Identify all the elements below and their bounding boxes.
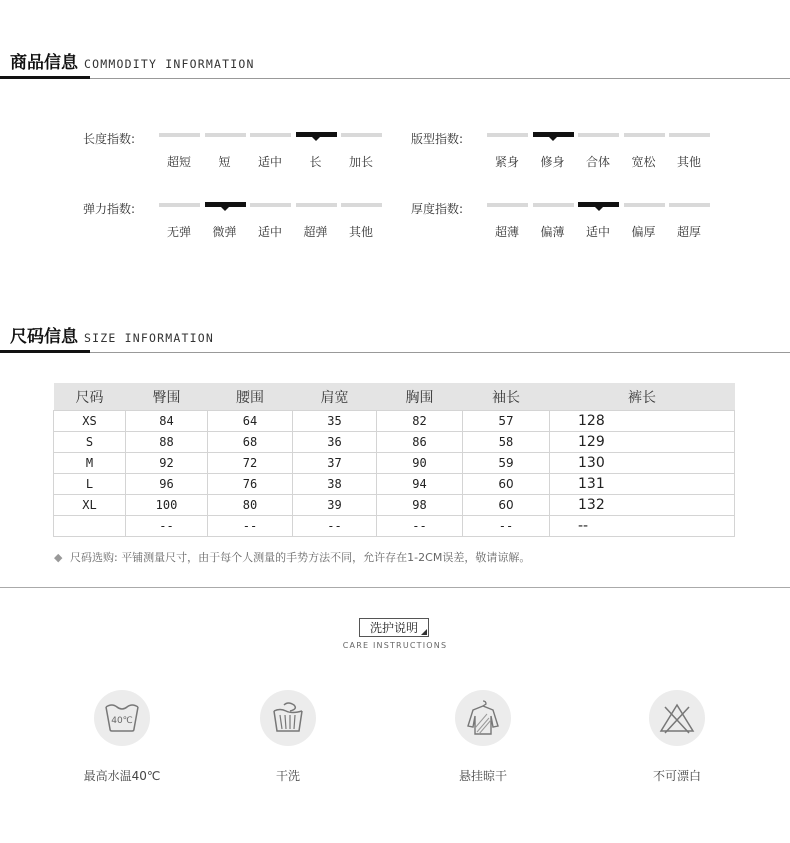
metric-option: 适中 [585, 225, 610, 239]
metric-bar [341, 133, 382, 137]
table-cell: 82 [377, 411, 463, 432]
care-item-hang [423, 690, 543, 784]
metric-label: 版型指数: [411, 132, 464, 146]
table-cell: 80 [208, 495, 293, 516]
metric-option: 其他 [348, 225, 373, 239]
table-cell: 88 [126, 432, 208, 453]
size-title-cn: 尺码信息 [10, 327, 78, 347]
metric-bar [341, 203, 382, 207]
table-cell: 94 [377, 474, 463, 495]
table-row [54, 453, 735, 474]
size-header-cell: 裤长 [550, 383, 735, 411]
metric-option: 无弹 [166, 225, 191, 239]
size-header-cell: 尺码 [54, 383, 126, 411]
care-title-box [359, 618, 429, 637]
wash-40-icon [94, 690, 150, 746]
care-caption-dry: 干洗 [275, 769, 300, 783]
metric-bar [250, 203, 291, 207]
size-section-title [10, 322, 214, 347]
commodity-title-cn: 商品信息 [10, 53, 78, 73]
table-row [54, 411, 735, 432]
metric-option: 适中 [257, 225, 282, 239]
table-cell: XS [54, 411, 126, 432]
table-cell: XL [54, 495, 126, 516]
metric-option: 其他 [676, 155, 701, 169]
metric-option: 紧身 [494, 155, 519, 169]
table-cell: 58 [463, 432, 550, 453]
metric-bar [624, 203, 665, 207]
metric-bar [487, 203, 528, 207]
size-title-rule [0, 352, 790, 353]
commodity-title-accent [0, 76, 90, 79]
table-cell: M [54, 453, 126, 474]
care-caption-hang: 悬挂晾干 [458, 769, 507, 783]
table-cell: 84 [126, 411, 208, 432]
corner-triangle-icon [421, 629, 427, 635]
table-cell: 86 [377, 432, 463, 453]
metric-option: 宽松 [631, 155, 656, 169]
metric-bar [159, 203, 200, 207]
care-caption-wash: 最高水温40℃ [83, 769, 161, 783]
metric-bar [250, 133, 291, 137]
size-header-cell: 胸围 [377, 383, 463, 411]
metric-option: 修身 [540, 155, 565, 169]
metric-option: 偏薄 [540, 225, 565, 239]
metric-bar [159, 133, 200, 137]
table-cell: -- [126, 516, 208, 537]
table-cell: 128 [550, 411, 735, 432]
commodity-title-rule [0, 78, 790, 79]
table-cell: 132 [550, 495, 735, 516]
metric-option: 偏厚 [631, 225, 656, 239]
table-row [54, 432, 735, 453]
size-title-accent [0, 350, 90, 353]
table-row [54, 495, 735, 516]
care-item-wash [62, 690, 182, 784]
metric-bar [296, 203, 337, 207]
metric-option: 加长 [348, 155, 373, 169]
dry-icon [260, 690, 316, 746]
metric-option: 短 [218, 155, 231, 169]
commodity-section-title [10, 48, 255, 73]
table-cell: 36 [293, 432, 377, 453]
table-cell: 57 [463, 411, 550, 432]
metric-bar [205, 133, 246, 137]
metric-option: 适中 [257, 155, 282, 169]
size-table-header [54, 383, 735, 411]
metric-bar-selected [296, 132, 337, 137]
no-bleach-icon [649, 690, 705, 746]
care-caption-bleach: 不可漂白 [652, 769, 701, 783]
metric-bar [487, 133, 528, 137]
table-cell: -- [463, 516, 550, 537]
metric-label: 弹力指数: [83, 202, 136, 216]
table-cell: 96 [126, 474, 208, 495]
size-header-cell: 臀围 [126, 383, 208, 411]
table-cell: S [54, 432, 126, 453]
table-cell: -- [293, 516, 377, 537]
table-cell: 131 [550, 474, 735, 495]
table-cell: 37 [293, 453, 377, 474]
table-cell [54, 516, 126, 537]
hang-dry-icon [455, 690, 511, 746]
size-note [54, 549, 530, 565]
table-cell: 35 [293, 411, 377, 432]
size-header-cell: 腰围 [208, 383, 293, 411]
table-cell: 59 [463, 453, 550, 474]
table-cell: -- [550, 516, 735, 537]
table-row [54, 474, 735, 495]
metric-option: 长 [309, 155, 322, 169]
metric-bar-selected [578, 202, 619, 207]
metric-bar-selected [205, 202, 246, 207]
care-title-cn: 洗护说明 [369, 621, 418, 635]
table-cell: 76 [208, 474, 293, 495]
table-cell: 64 [208, 411, 293, 432]
table-cell: 98 [377, 495, 463, 516]
diamond-bullet-icon: ◆ [54, 551, 63, 564]
metric-bar [669, 203, 710, 207]
care-item-bleach [617, 690, 737, 784]
metric-bar [624, 133, 665, 137]
table-cell: 90 [377, 453, 463, 474]
table-cell: 38 [293, 474, 377, 495]
size-table [53, 383, 735, 537]
table-cell: 92 [126, 453, 208, 474]
size-note-label: 尺码选购: [69, 551, 118, 564]
metric-label: 厚度指数: [411, 202, 464, 216]
metric-bar [578, 133, 619, 137]
table-cell: -- [377, 516, 463, 537]
metric-option: 合体 [585, 155, 610, 169]
table-cell: 129 [550, 432, 735, 453]
table-cell: L [54, 474, 126, 495]
metric-option: 微弹 [212, 225, 237, 239]
table-cell: 39 [293, 495, 377, 516]
table-cell: 100 [126, 495, 208, 516]
size-header-cell: 袖长 [463, 383, 550, 411]
metric-option: 超弹 [303, 225, 328, 239]
metric-option: 超短 [166, 155, 191, 169]
care-title-en: CARE INSTRUCTIONS [342, 641, 448, 650]
metric-bar [533, 203, 574, 207]
metric-bar-selected [533, 132, 574, 137]
table-cell: 72 [208, 453, 293, 474]
table-row [54, 516, 735, 537]
wash-temp-text: 40℃ [111, 716, 133, 726]
table-cell: 130 [550, 453, 735, 474]
metric-option: 超薄 [494, 225, 519, 239]
table-cell: 60 [463, 495, 550, 516]
size-note-text: 平铺测量尺寸，由于每个人测量的手势方法不同，允许存在1-2CM误差，敬请谅解。 [121, 551, 531, 564]
size-header-cell: 肩宽 [293, 383, 377, 411]
table-cell: -- [208, 516, 293, 537]
table-cell: 60 [463, 474, 550, 495]
metric-bar [669, 133, 710, 137]
care-divider [0, 587, 790, 588]
size-title-en: SIZE INFORMATION [84, 331, 214, 345]
table-cell: 68 [208, 432, 293, 453]
metric-option: 超厚 [676, 225, 701, 239]
care-item-dry [228, 690, 348, 784]
metric-label: 长度指数: [83, 132, 136, 146]
commodity-title-en: COMMODITY INFORMATION [84, 57, 255, 71]
